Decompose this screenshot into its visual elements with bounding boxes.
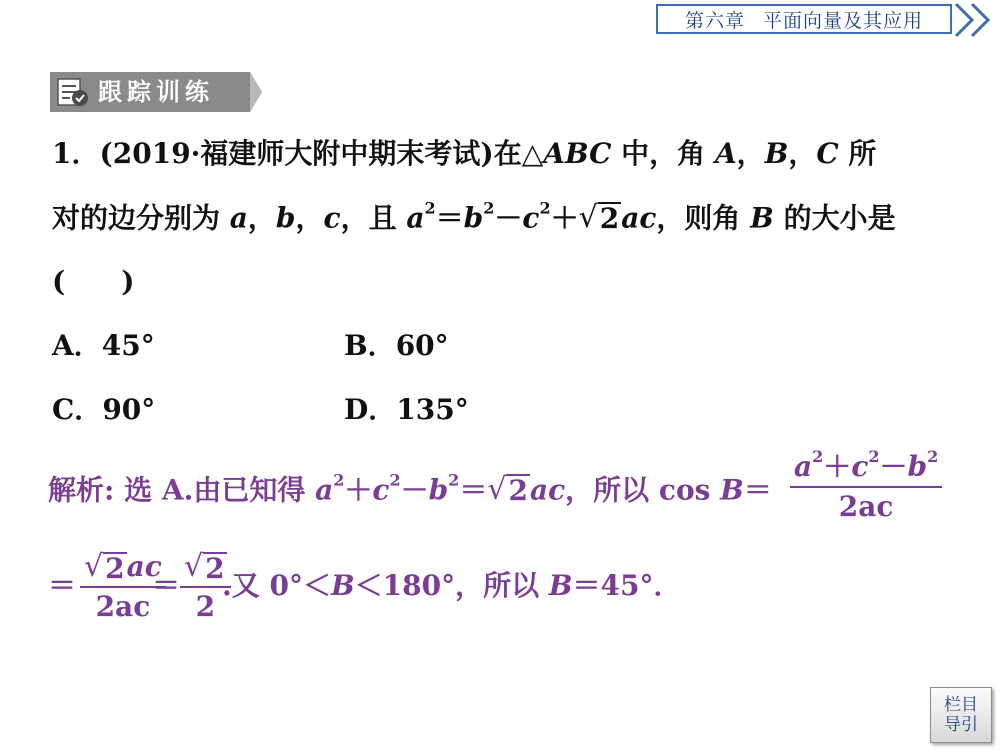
question-number: 1 [52, 137, 72, 170]
solution-eq-sign-2: ＝ [152, 569, 181, 602]
section-banner [50, 72, 262, 112]
question-line-1: 1．(2019·福建师大附中期末考试)在△ABC 中，角 A，B，C 所 [52, 137, 877, 170]
choice-b[interactable]: B．60° [344, 329, 449, 362]
checklist-icon [56, 77, 90, 107]
solution-label: 解析: [48, 473, 115, 507]
chapter-header [656, 4, 952, 34]
section-nav-button[interactable]: 栏目 导引 [930, 687, 992, 743]
chapter-title: 平面向量及其应用 [763, 9, 924, 32]
double-chevron-right-icon[interactable] [952, 2, 998, 38]
sqrt-2: √ 2 [578, 200, 620, 236]
solution-line-2: .又 0°＜B＜180°，所以 B＝45°． [222, 569, 682, 602]
fraction-sqrt2-over-2: √ 2 2 [180, 550, 231, 623]
solution-line-1: 解析: 选 A.由已知得 $a^2+c^2-b^2=$ √ 2 ac，所以 cos B＝ [48, 470, 772, 508]
cos-fraction: $\frac{a^2+c^2-b^2}{2ac}$ [790, 452, 942, 523]
choice-d[interactable]: D．135° [344, 393, 469, 426]
choice-c[interactable]: C．90° [52, 393, 156, 426]
answer-blank: ( ) [52, 265, 135, 298]
choice-a[interactable]: A．45° [52, 329, 155, 362]
question-source: (2019·福建师大附中期末考试) [99, 137, 494, 170]
question-line-2: 对的边分别为 a，b，c，且 $a^2=b^2-c^2+$ √ 2 ac，则角 B 的大小是 [52, 198, 896, 236]
fraction-sqrt2ac: √ 2 ac 2ac [80, 550, 166, 623]
solution-eq-sign: ＝ [48, 569, 77, 602]
banner-label: 跟踪训练 [98, 78, 214, 106]
chapter-number: 第六章 [684, 9, 745, 32]
